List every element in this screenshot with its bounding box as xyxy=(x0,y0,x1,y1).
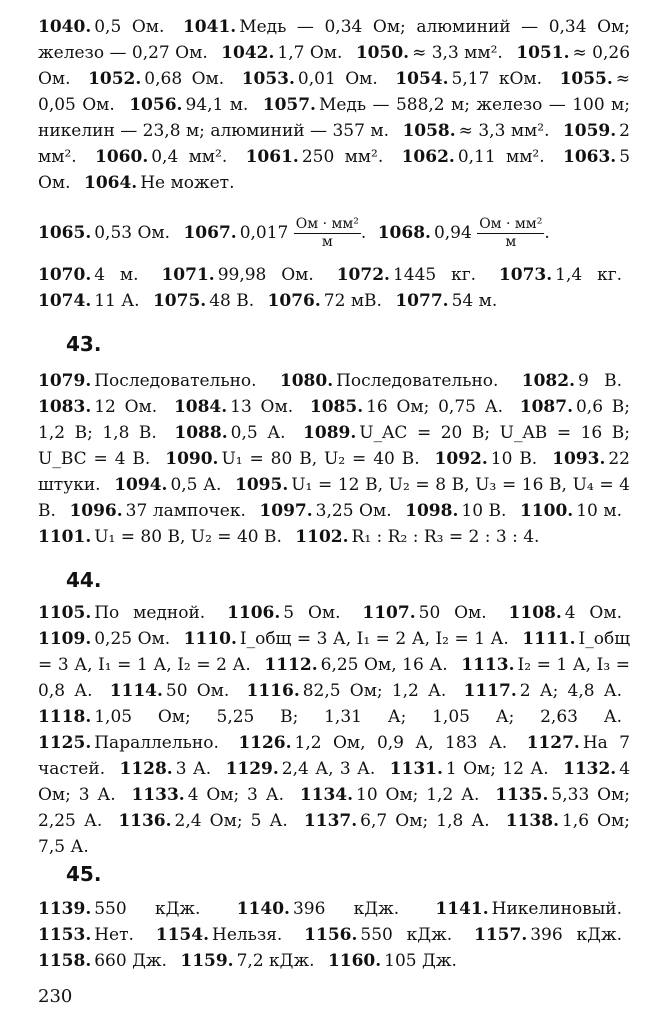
answers-block-43 xyxy=(38,368,630,550)
answers-paragraph xyxy=(38,368,630,550)
answer-text: 6,7 Ом; 1,8 А. xyxy=(360,811,490,831)
answer-text: R₁ : R₂ : R₃ = 2 : 3 : 4. xyxy=(351,527,540,547)
answer-number: 1140. xyxy=(236,899,290,919)
answers-block-45 xyxy=(38,896,630,974)
answer-number: 1062. xyxy=(401,147,455,167)
answer-text: 250 мм². xyxy=(301,147,384,167)
answer-text: 5,33 Ом; 2,25 А. xyxy=(38,785,630,831)
answer-number: 1085. xyxy=(309,397,364,417)
answer-text: 5 Ом. xyxy=(38,147,631,193)
answer-text: 550 кДж. xyxy=(360,925,453,945)
answer-number: 1065. xyxy=(38,223,92,243)
answer-text: 0,94 xyxy=(433,223,472,243)
answer-text: 72 мВ. xyxy=(323,291,382,311)
answer-text: 396 кДж. xyxy=(292,899,400,919)
answer-text: 1,7 Ом. xyxy=(277,43,343,63)
answer-text: Нет. xyxy=(94,925,134,945)
answer-number: 1094. xyxy=(114,475,168,495)
answer-text: Нельзя. xyxy=(212,925,283,945)
answers-block-intro xyxy=(38,14,630,196)
answer-number: 1096. xyxy=(69,501,123,521)
answer-text: 11 А. xyxy=(94,291,140,311)
answer-text: U₁ = 80 В, U₂ = 40 В. xyxy=(221,449,420,469)
answer-number: 1112. xyxy=(264,655,318,675)
answer-text: Последовательно. xyxy=(94,371,257,391)
unit-fraction xyxy=(294,216,361,251)
answer-number: 1061. xyxy=(245,147,299,167)
answer-number: 1057. xyxy=(262,95,316,115)
answer-number: 1141. xyxy=(435,899,489,919)
answer-text: 2,4 Ом; 5 А. xyxy=(174,811,288,831)
answer-text: 12 Ом. xyxy=(94,397,158,417)
answer-text: 54 м. xyxy=(451,291,498,311)
answer-text: 0,5 Ом. xyxy=(94,17,165,37)
answer-number: 1060. xyxy=(95,147,149,167)
answer-text: ≈ 3,3 мм². xyxy=(412,43,503,63)
answer-number: 1050. xyxy=(355,43,410,63)
answer-number: 1137. xyxy=(303,811,358,831)
answer-number: 1139. xyxy=(38,899,92,919)
answer-number: 1059. xyxy=(562,121,617,141)
answer-number: 1157. xyxy=(474,925,528,945)
answer-text: 0,5 А. xyxy=(230,423,286,443)
answer-number: 1097. xyxy=(259,501,313,521)
answer-text: 6,25 Ом, 16 А. xyxy=(320,655,448,675)
answer-number: 1089. xyxy=(303,423,357,443)
section-heading-45: 45. xyxy=(66,862,102,886)
answer-text: По медной. xyxy=(94,603,206,623)
answer-number: 1135. xyxy=(495,785,549,805)
answers-paragraph xyxy=(38,896,630,974)
answer-number: 1111. xyxy=(522,629,576,649)
unit-fraction xyxy=(477,216,544,251)
answer-number: 1090. xyxy=(165,449,219,469)
answer-number: 1107. xyxy=(362,603,416,623)
answer-number: 1051. xyxy=(516,43,570,63)
answer-text: 13 Ом. xyxy=(230,397,294,417)
answer-number: 1052. xyxy=(88,69,142,89)
answer-number: 1127. xyxy=(526,733,580,753)
answer-text: 9 В. xyxy=(577,371,622,391)
answer-number: 1126. xyxy=(238,733,292,753)
answer-number: 1054. xyxy=(395,69,449,89)
answer-text: 0,25 Ом. xyxy=(94,629,171,649)
answer-number: 1133. xyxy=(131,785,185,805)
answer-text: 82,5 Ом; 1,2 А. xyxy=(302,681,447,701)
answers-block-44 xyxy=(38,600,630,860)
answer-number: 1092. xyxy=(434,449,488,469)
answer-text: 3,25 Ом. xyxy=(315,501,392,521)
fraction-answers-line: 1065. 0,53 Ом. 1067. 0,017 $\frac{\text{Ом · мм²}}{м}$ . 1068. 0,94 $\frac{\text{Ом · мм²}}{м}$ . xyxy=(38,216,550,250)
answer-number: 1042. xyxy=(221,43,275,63)
answer-number: 1063. xyxy=(562,147,617,167)
answer-number: 1159. xyxy=(180,951,234,971)
answer-text: 5,17 кОм. xyxy=(451,69,543,89)
answer-number: 1109. xyxy=(38,629,92,649)
answer-text: 48 В. xyxy=(209,291,255,311)
answer-text: 105 Дж. xyxy=(384,951,457,971)
answer-number: 1088. xyxy=(174,423,228,443)
answer-text: 550 кДж. xyxy=(94,899,201,919)
answer-number: 1116. xyxy=(246,681,300,701)
answer-number: 1134. xyxy=(299,785,354,805)
answer-text: 1445 кг. xyxy=(392,265,477,285)
answer-text: 0,01 Ом. xyxy=(297,69,378,89)
answer-text: 0,4 мм². xyxy=(151,147,228,167)
answer-number: 1136. xyxy=(118,811,172,831)
answer-number: 1053. xyxy=(241,69,295,89)
answer-number: 1080. xyxy=(279,371,334,391)
answers-paragraph xyxy=(38,14,630,196)
answer-number: 1083. xyxy=(38,397,92,417)
answer-number: 1101. xyxy=(38,527,92,547)
answer-number: 1132. xyxy=(562,759,617,779)
fraction-denominator: м xyxy=(321,234,333,250)
answer-number: 1041. xyxy=(182,17,237,37)
answer-text: Параллельно. xyxy=(94,733,219,753)
answer-text: 396 кДж. xyxy=(530,925,622,945)
answer-text: 94,1 м. xyxy=(185,95,249,115)
answer-number: 1072. xyxy=(336,265,390,285)
answer-number: 1082. xyxy=(521,371,575,391)
answer-text: 4 Ом; 3 А. xyxy=(38,759,631,805)
answer-text: Никелиновый. xyxy=(491,899,623,919)
answer-text: 4 Ом; 3 А. xyxy=(187,785,284,805)
answers-paragraph xyxy=(38,262,630,314)
answer-text: 2,4 А, 3 А. xyxy=(281,759,376,779)
answer-number: 1129. xyxy=(225,759,279,779)
answer-number: 1113. xyxy=(461,655,515,675)
answers-block-1070 xyxy=(38,262,630,314)
answer-text: ≈ 3,3 мм². xyxy=(458,121,550,141)
answer-text: 10 Ом; 1,2 А. xyxy=(356,785,480,805)
answer-text: I₂ = 1 А, I₃ = 0,8 А. xyxy=(38,655,630,701)
answer-text: На 7 частей. xyxy=(38,733,631,779)
answer-text: Медь — 0,34 Ом; алюминий — 0,34 Ом; железо — 0,27 Ом. xyxy=(38,17,630,63)
answer-text: 37 лампочек. xyxy=(125,501,246,521)
answer-number: 1105. xyxy=(38,603,92,623)
answer-text: 0,5 А. xyxy=(170,475,222,495)
answer-number: 1160. xyxy=(327,951,382,971)
answer-text: 0,017 xyxy=(239,223,289,243)
answer-number: 1117. xyxy=(463,681,517,701)
answer-number: 1128. xyxy=(119,759,173,779)
answer-text: U_AC = 20 В; U_AB = 16 В; U_BC = 4 В. xyxy=(38,423,631,469)
answer-number: 1079. xyxy=(38,371,92,391)
answer-text: 22 штуки. xyxy=(38,449,630,495)
answer-text: 660 Дж. xyxy=(94,951,167,971)
answer-number: 1074. xyxy=(38,291,92,311)
answer-text: Медь — 588,2 м; железо — 100 м; никелин — 23,8 м; алюминий — 357 м. xyxy=(38,95,630,141)
answer-text: 50 Ом. xyxy=(165,681,230,701)
answer-text: 10 м. xyxy=(576,501,622,521)
page-number: 230 xyxy=(38,986,73,1007)
answer-text: Последовательно. xyxy=(336,371,499,391)
answer-text: 0,11 мм². xyxy=(457,147,545,167)
answer-number: 1118. xyxy=(38,707,92,727)
answer-text: I_общ = 3 А, I₁ = 1 А, I₂ = 2 А. xyxy=(38,629,631,675)
answer-number: 1153. xyxy=(38,925,92,945)
answer-text: 3 А. xyxy=(175,759,212,779)
answer-text: 16 Ом; 0,75 А. xyxy=(366,397,503,417)
answer-number: 1058. xyxy=(402,121,456,141)
answer-text: I_общ = 3 А, I₁ = 2 А, I₂ = 1 А. xyxy=(239,629,509,649)
answer-text: 2 мм². xyxy=(38,121,630,167)
answer-text: 1,05 Ом; 5,25 В; 1,31 А; 1,05 А; 2,63 А. xyxy=(94,707,622,727)
answer-number: 1064. xyxy=(83,173,138,193)
answer-number: 1068. xyxy=(377,223,431,243)
answer-number: 1073. xyxy=(498,265,553,285)
answer-number: 1125. xyxy=(38,733,92,753)
answer-text: 0,6 В; 1,2 В; 1,8 В. xyxy=(38,397,630,443)
answer-text: 10 В. xyxy=(490,449,538,469)
answer-text: 1,2 Ом, 0,9 А, 183 А. xyxy=(294,733,508,753)
answer-text: 1,4 кг. xyxy=(555,265,623,285)
fraction-numerator: Ом · мм² xyxy=(295,216,359,232)
answer-text: 0,53 Ом. xyxy=(94,223,171,243)
answer-number: 1131. xyxy=(389,759,443,779)
answer-text: 50 Ом. xyxy=(418,603,487,623)
answer-text: 99,98 Ом. xyxy=(217,265,314,285)
section-heading-43: 43. xyxy=(66,332,102,356)
answer-number: 1075. xyxy=(152,291,207,311)
answer-number: 1067. xyxy=(183,223,237,243)
answer-text: U₁ = 80 В, U₂ = 40 В. xyxy=(94,527,282,547)
answer-text: 1,6 Ом; 7,5 А. xyxy=(38,811,630,857)
answer-text: U₁ = 12 В, U₂ = 8 В, U₃ = 16 В, U₄ = 4 В. xyxy=(38,475,631,521)
answer-number: 1055. xyxy=(559,69,613,89)
answer-number: 1154. xyxy=(155,925,209,945)
answer-text: 5 Ом. xyxy=(283,603,341,623)
answer-text: Не может. xyxy=(140,173,235,193)
answer-number: 1098. xyxy=(405,501,459,521)
answer-number: 1158. xyxy=(38,951,92,971)
answer-number: 1040. xyxy=(38,17,92,37)
answer-number: 1070. xyxy=(38,265,92,285)
answer-number: 1076. xyxy=(267,291,321,311)
answer-text: ≈ 0,05 Ом. xyxy=(38,69,631,115)
answer-number: 1114. xyxy=(109,681,163,701)
answer-text: ≈ 0,26 Ом. xyxy=(38,43,631,89)
fraction-numerator: Ом · мм² xyxy=(479,216,543,232)
section-heading-44: 44. xyxy=(66,568,102,592)
answer-number: 1138. xyxy=(505,811,559,831)
answer-text: 0,68 Ом. xyxy=(144,69,225,89)
answer-number: 1156. xyxy=(304,925,358,945)
answer-text: 7,2 кДж. xyxy=(236,951,315,971)
answers-paragraph xyxy=(38,600,630,860)
fraction-denominator: м xyxy=(505,234,517,250)
answer-number: 1100. xyxy=(519,501,574,521)
answer-text: 1 Ом; 12 А. xyxy=(445,759,549,779)
answer-text: 4 Ом. xyxy=(564,603,622,623)
answer-text: 4 м. xyxy=(94,265,139,285)
answer-text: 10 В. xyxy=(461,501,507,521)
answer-number: 1077. xyxy=(395,291,449,311)
answer-text: 2 А; 4,8 А. xyxy=(519,681,623,701)
answer-number: 1095. xyxy=(235,475,289,495)
answer-number: 1093. xyxy=(552,449,606,469)
answer-number: 1084. xyxy=(173,397,228,417)
answer-number: 1087. xyxy=(519,397,573,417)
answer-number: 1106. xyxy=(227,603,281,623)
answer-number: 1110. xyxy=(183,629,237,649)
answer-number: 1102. xyxy=(295,527,349,547)
answer-number: 1071. xyxy=(161,265,215,285)
answer-number: 1108. xyxy=(508,603,562,623)
answer-number: 1056. xyxy=(129,95,183,115)
